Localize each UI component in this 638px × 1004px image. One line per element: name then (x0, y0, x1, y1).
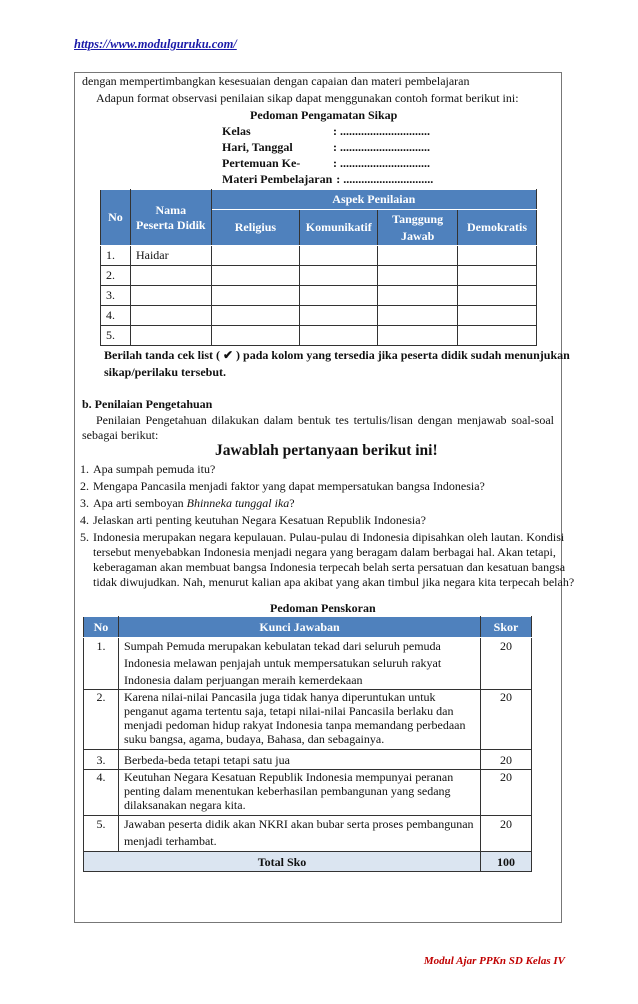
col-skor: Skor (481, 617, 532, 638)
cell[interactable] (458, 286, 537, 306)
intro-line-2: Adapun format observasi penilaian sikap dapat menggunakan contoh format berikut ini: (96, 91, 519, 105)
row-answer: Karena nilai-nilai Pancasila juga tidak hanya diperuntukan untuk penganut agama tertentu saja, tetapi nilai-nilai Pancasila berlaku dan menjadi pedoman hidup rakyat Indonesia tanpa memandang perbedaan suku bangsa, agama, budaya, Bahasa, dan sebagainya. (118, 690, 480, 750)
row-score: 20 (481, 690, 532, 750)
col-nama: Nama Peserta Didik (130, 190, 211, 246)
row-no: 5. (101, 326, 131, 346)
table-row (84, 816, 532, 852)
table-row (84, 638, 532, 690)
table-row (101, 246, 537, 266)
question-1: 1. Apa sumpah pemuda itu? (80, 462, 216, 476)
cell[interactable] (211, 326, 300, 346)
row-no: 1. (101, 246, 131, 266)
field-pertemuan: Pertemuan Ke- : .............................. (222, 156, 430, 170)
row-no: 2. (101, 266, 131, 286)
row-no: 4. (84, 770, 119, 816)
row-nama: Haidar (130, 246, 211, 266)
sikap-title: Pedoman Pengamatan Sikap (250, 108, 398, 122)
row-score: 20 (481, 770, 532, 816)
table-row (101, 326, 537, 346)
total-row (84, 852, 532, 872)
table-row (101, 306, 537, 326)
table-row (84, 750, 532, 770)
table-row (101, 286, 537, 306)
row-no: 2. (84, 690, 119, 750)
cell[interactable] (211, 286, 300, 306)
row-answer: Berbeda-beda tetapi tetapi satu jua (118, 750, 480, 770)
row-score: 20 (481, 750, 532, 770)
pengetahuan-para-1: Penilaian Pengetahuan dilakukan dalam bentuk tes tertulis/lisan dengan menjawab soal-soal (96, 413, 554, 427)
pengetahuan-heading: b. Penilaian Pengetahuan (82, 397, 213, 411)
row-no: 3. (84, 750, 119, 770)
cell[interactable] (211, 246, 300, 266)
row-no: 1. (84, 638, 119, 690)
row-no: 3. (101, 286, 131, 306)
cell[interactable] (300, 286, 378, 306)
row-nama (130, 286, 211, 306)
cell[interactable] (300, 326, 378, 346)
skor-table (83, 616, 532, 872)
col-no: No (101, 190, 131, 246)
field-hari-tanggal: Hari, Tanggal : .............................. (222, 140, 430, 154)
row-nama (130, 326, 211, 346)
footer-text: Modul Ajar PPKn SD Kelas IV (423, 955, 565, 967)
cell[interactable] (458, 246, 537, 266)
col-kunci: Kunci Jawaban (118, 617, 480, 638)
col-religius: Religius (211, 210, 300, 246)
table-row (84, 770, 532, 816)
question-5: 5. Indonesia merupakan negara kepulauan. Pulau-pulau di Indonesia dipisahkan oleh lautan. Kondisi tersebut menyebabkan Indonesia menjadi negara yang beragam dalam berbagai hal. Akan tetapi, keberagaman akan membuat bangsa Indonesia terpecah belah serta persatuan dan kesatuan bangsa tidak diwujudkan. Nah, menurut kalian apa akibat yang akan timbul jika negara kita terpecah belah? (80, 530, 575, 589)
checklist-note-2: sikap/perilaku tersebut. (104, 365, 227, 379)
row-nama (130, 266, 211, 286)
col-demokratis: Demokratis (458, 210, 537, 246)
pengetahuan-para-2: sebagai berikut: (82, 428, 159, 442)
row-score: 20 (481, 816, 532, 852)
question-2: 2. Mengapa Pancasila menjadi faktor yang dapat mempersatukan bangsa Indonesia? (80, 479, 485, 493)
row-nama (130, 306, 211, 326)
table-row (84, 690, 532, 750)
cell[interactable] (378, 266, 458, 286)
cell[interactable] (300, 246, 378, 266)
cell[interactable] (458, 326, 537, 346)
row-answer: Keutuhan Negara Kesatuan Republik Indonesia mempunyai peranan penting dalam menentukan keberhasilan pembangunan yang sedang dilaksanakan negara kita. (118, 770, 480, 816)
question-3: 3. Apa arti semboyan Bhinneka tunggal ika? (80, 496, 295, 510)
field-materi: Materi Pembelajaran : .............................. (222, 172, 434, 186)
col-tanggung-jawab: Tanggung Jawab (378, 210, 458, 246)
header-link[interactable]: https://www.modulguruku.com/ (74, 37, 237, 51)
row-score: 20 (481, 638, 532, 690)
cell[interactable] (300, 266, 378, 286)
instruction-title: Jawablah pertanyaan berikut ini! (215, 442, 438, 459)
intro-line-1: dengan mempertimbangkan kesesuaian dengan capaian dan materi pembelajaran (82, 74, 470, 88)
total-value: 100 (481, 852, 532, 872)
col-aspek: Aspek Penilaian (211, 190, 536, 210)
row-answer: Sumpah Pemuda merupakan kebulatan tekad dari seluruh pemuda Indonesia melawan penjajah untuk mempersatukan seluruh rakyat Indonesia dalam perjuangan meraih kemerdekaan (118, 638, 480, 690)
row-answer: Jawaban peserta didik akan NKRI akan bubar serta proses pembangunan menjadi terhambat. (118, 816, 480, 852)
sikap-fields (222, 123, 433, 187)
cell[interactable] (300, 306, 378, 326)
row-no: 5. (84, 816, 119, 852)
col-no: No (84, 617, 119, 638)
question-4: 4. Jelaskan arti penting keutuhan Negara Kesatuan Republik Indonesia? (80, 513, 426, 527)
cell[interactable] (378, 286, 458, 306)
cell[interactable] (211, 306, 300, 326)
cell[interactable] (458, 306, 537, 326)
cell[interactable] (378, 306, 458, 326)
col-komunikatif: Komunikatif (300, 210, 378, 246)
field-kelas: Kelas : .............................. (222, 124, 430, 138)
cell[interactable] (458, 266, 537, 286)
table-row (101, 266, 537, 286)
total-label: Total Sko (84, 852, 481, 872)
checklist-note-1: Berilah tanda cek list ( ✔ ) pada kolom yang tersedia jika peserta didik sudah menunjukan (104, 348, 570, 362)
skor-title: Pedoman Penskoran (270, 601, 376, 615)
sikap-table (100, 189, 537, 346)
cell[interactable] (378, 246, 458, 266)
row-no: 4. (101, 306, 131, 326)
cell[interactable] (211, 266, 300, 286)
cell[interactable] (378, 326, 458, 346)
